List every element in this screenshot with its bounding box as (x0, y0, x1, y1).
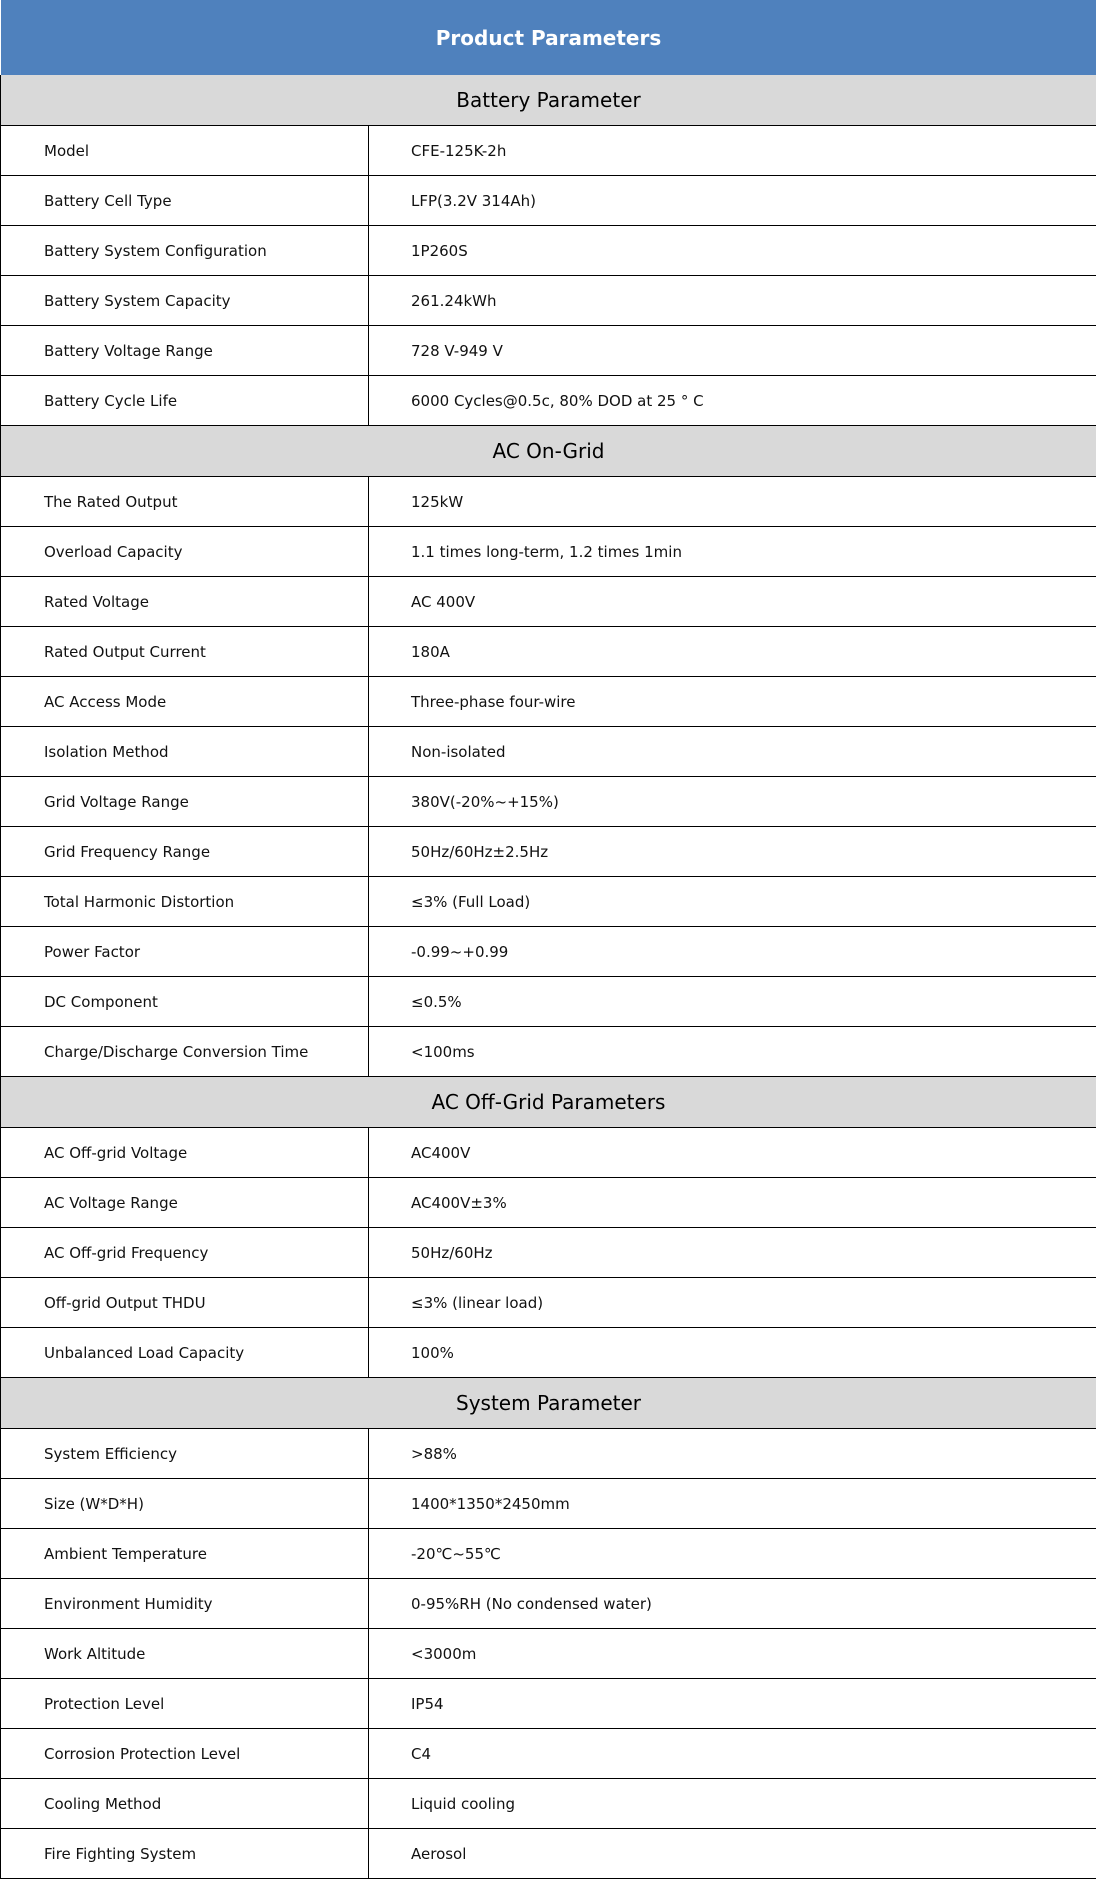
parameter-value: AC 400V (369, 577, 1096, 627)
table-row (1, 376, 1096, 426)
parameter-label: AC Access Mode (1, 677, 369, 727)
parameter-value: LFP(3.2V 314Ah) (369, 176, 1096, 226)
parameter-value: 6000 Cycles@0.5c, 80% DOD at 25 ° C (369, 376, 1096, 426)
parameter-value: 1400*1350*2450mm (369, 1479, 1096, 1529)
parameter-label: Charge/Discharge Conversion Time (1, 1027, 369, 1077)
table-row (1, 1178, 1096, 1228)
parameter-label: Protection Level (1, 1679, 369, 1729)
table-row (1, 1479, 1096, 1529)
table-title: Product Parameters (1, 0, 1096, 75)
parameter-value: >88% (369, 1429, 1096, 1479)
parameter-value: 125kW (369, 477, 1096, 527)
parameter-label: AC Voltage Range (1, 1178, 369, 1228)
table-row (1, 477, 1096, 527)
table-row (1, 1529, 1096, 1579)
table-row (1, 577, 1096, 627)
parameter-value: Three-phase four-wire (369, 677, 1096, 727)
parameter-label: Battery System Capacity (1, 276, 369, 326)
parameter-label: Corrosion Protection Level (1, 1729, 369, 1779)
parameter-label: Environment Humidity (1, 1579, 369, 1629)
parameter-value: Aerosol (369, 1829, 1096, 1879)
parameter-value: 50Hz/60Hz±2.5Hz (369, 827, 1096, 877)
section-header-row (1, 1077, 1096, 1128)
table-row (1, 827, 1096, 877)
parameter-value: 728 V-949 V (369, 326, 1096, 376)
parameter-value: <100ms (369, 1027, 1096, 1077)
parameter-label: Grid Voltage Range (1, 777, 369, 827)
section-heading: Battery Parameter (1, 75, 1096, 126)
table-row (1, 1829, 1096, 1879)
parameter-label: The Rated Output (1, 477, 369, 527)
table-row (1, 1729, 1096, 1779)
table-row (1, 1429, 1096, 1479)
spec-table-body (1, 0, 1096, 1879)
table-row (1, 1579, 1096, 1629)
section-heading: AC Off-Grid Parameters (1, 1077, 1096, 1128)
parameter-label: Isolation Method (1, 727, 369, 777)
table-row (1, 326, 1096, 376)
table-row (1, 1629, 1096, 1679)
table-row (1, 727, 1096, 777)
table-row (1, 126, 1096, 176)
parameter-label: Cooling Method (1, 1779, 369, 1829)
parameter-label: Rated Output Current (1, 627, 369, 677)
table-row (1, 1679, 1096, 1729)
parameter-label: Battery Cycle Life (1, 376, 369, 426)
parameter-label: AC Off-grid Voltage (1, 1128, 369, 1178)
parameter-value: CFE-125K-2h (369, 126, 1096, 176)
parameter-value: IP54 (369, 1679, 1096, 1729)
parameter-label: Battery Voltage Range (1, 326, 369, 376)
parameter-label: Battery Cell Type (1, 176, 369, 226)
table-row (1, 527, 1096, 577)
parameter-label: Fire Fighting System (1, 1829, 369, 1879)
table-row (1, 927, 1096, 977)
parameter-label: Power Factor (1, 927, 369, 977)
parameter-value: ≤3% (Full Load) (369, 877, 1096, 927)
table-row (1, 777, 1096, 827)
parameter-label: Ambient Temperature (1, 1529, 369, 1579)
parameter-value: <3000m (369, 1629, 1096, 1679)
parameter-label: DC Component (1, 977, 369, 1027)
parameter-label: Work Altitude (1, 1629, 369, 1679)
table-row (1, 1027, 1096, 1077)
section-header-row (1, 1378, 1096, 1429)
parameter-label: Unbalanced Load Capacity (1, 1328, 369, 1378)
table-row (1, 1278, 1096, 1328)
parameter-value: 100% (369, 1328, 1096, 1378)
section-heading: System Parameter (1, 1378, 1096, 1429)
parameter-label: AC Off-grid Frequency (1, 1228, 369, 1278)
parameter-value: 380V(-20%~+15%) (369, 777, 1096, 827)
parameter-value: -0.99~+0.99 (369, 927, 1096, 977)
table-row (1, 627, 1096, 677)
parameter-value: C4 (369, 1729, 1096, 1779)
table-row (1, 276, 1096, 326)
parameter-value: ≤3% (linear load) (369, 1278, 1096, 1328)
table-title-row (1, 0, 1096, 75)
parameter-label: Battery System Configuration (1, 226, 369, 276)
section-heading: AC On-Grid (1, 426, 1096, 477)
table-row (1, 176, 1096, 226)
section-header-row (1, 426, 1096, 477)
table-row (1, 977, 1096, 1027)
parameter-label: Model (1, 126, 369, 176)
table-row (1, 1328, 1096, 1378)
table-row (1, 1128, 1096, 1178)
table-row (1, 226, 1096, 276)
parameter-value: Non-isolated (369, 727, 1096, 777)
section-header-row (1, 75, 1096, 126)
parameter-value: 1P260S (369, 226, 1096, 276)
parameter-value: -20℃~55℃ (369, 1529, 1096, 1579)
parameter-value: AC400V±3% (369, 1178, 1096, 1228)
parameter-label: System Efficiency (1, 1429, 369, 1479)
parameter-label: Grid Frequency Range (1, 827, 369, 877)
table-row (1, 1228, 1096, 1278)
parameter-label: Off-grid Output THDU (1, 1278, 369, 1328)
parameter-value: 261.24kWh (369, 276, 1096, 326)
parameter-label: Rated Voltage (1, 577, 369, 627)
parameter-value: 1.1 times long-term, 1.2 times 1min (369, 527, 1096, 577)
parameter-label: Total Harmonic Distortion (1, 877, 369, 927)
table-row (1, 877, 1096, 927)
parameter-value: AC400V (369, 1128, 1096, 1178)
parameter-label: Overload Capacity (1, 527, 369, 577)
parameter-label: Size (W*D*H) (1, 1479, 369, 1529)
parameter-value: 180A (369, 627, 1096, 677)
parameter-value: Liquid cooling (369, 1779, 1096, 1829)
table-row (1, 1779, 1096, 1829)
parameter-value: ≤0.5% (369, 977, 1096, 1027)
table-row (1, 677, 1096, 727)
parameter-value: 0-95%RH (No condensed water) (369, 1579, 1096, 1629)
parameter-value: 50Hz/60Hz (369, 1228, 1096, 1278)
